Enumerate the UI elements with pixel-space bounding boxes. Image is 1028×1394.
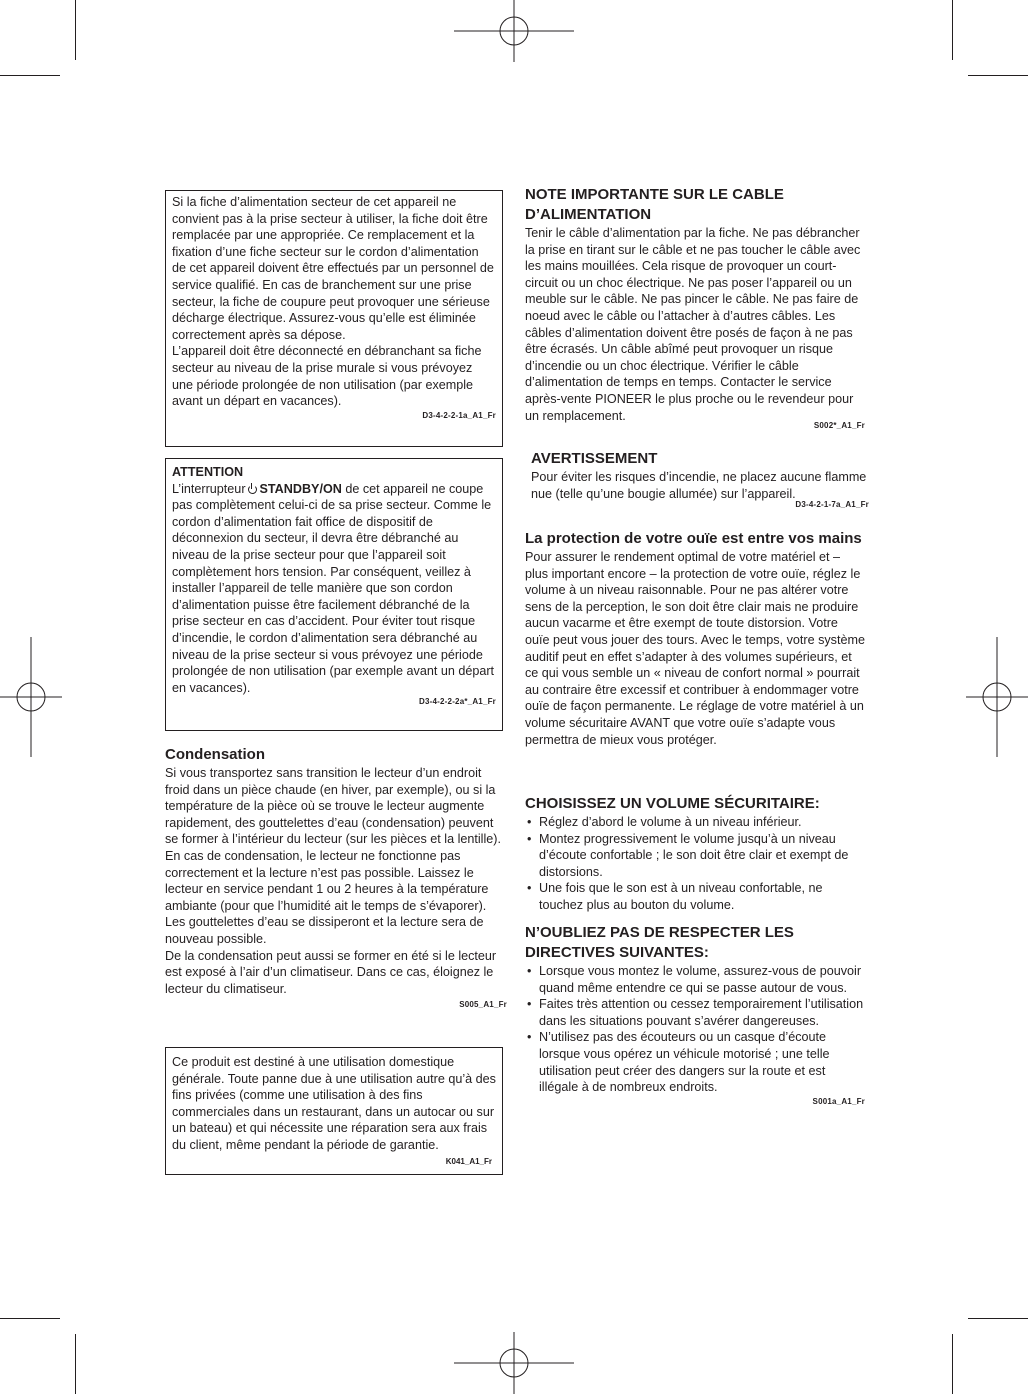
warning-text: Pour éviter les risques d’incendie, ne placez aucune flamme nue (telle qu’une bougie allumée) sur l’appareil. <box>531 470 867 501</box>
condensation-heading: Condensation <box>165 746 265 763</box>
registration-mark-left <box>0 637 62 757</box>
condensation-section <box>165 745 507 1010</box>
reference-code: K041_A1_Fr <box>445 1157 492 1166</box>
power-plug-notice-box <box>165 190 503 447</box>
registration-mark-bottom <box>454 1332 574 1394</box>
reference-code: S002*_A1_Fr <box>813 421 865 431</box>
reference-code: D3-4-2-2-2a*_A1_Fr <box>419 697 496 707</box>
disconnect-notice-text: L’appareil doit être déconnecté en débranchant sa fiche secteur au niveau de la prise murale si vous prévoyez une période prolongée de non utilisation (par exemple avant un départ en vacances). <box>172 344 482 409</box>
directives-list <box>525 963 865 1096</box>
safe-volume-section <box>525 794 865 914</box>
power-icon <box>248 485 257 494</box>
list-item: • Montez progressivement le volume jusqu’à un niveau d’écoute confortable ; le son doit être clair et exempt de distorsions. <box>527 831 849 879</box>
hearing-text: Pour assurer le rendement optimal de votre matériel et – plus important encore – la protection de votre ouïe, réglez le volume à un niveau raisonnable. Pour ne pas altérer votre sens de la perception, le son doit être clair mais ne produire aucun vacarme et être exempt de toute distorsion. Votre ouïe peut vous jouer des tours. Avec le temps, votre système auditif peut en effet s’adapter à des volumes supérieurs, et ce qui vous semble un « niveau de confort normal » pourrait au contraire être excessif et contribuer à endommager votre ouïe de façon permanente. Le réglage de votre matériel à un volume sécuritaire AVANT que votre ouïe s’adapte vous permettra de mieux vous protéger. <box>525 550 865 747</box>
warning-section <box>531 449 869 510</box>
hearing-heading: La protection de votre ouïe est entre vos mains <box>525 530 862 547</box>
hearing-protection-section <box>525 529 865 748</box>
standby-label: STANDBY/ON <box>259 481 342 496</box>
list-item: • Une fois que le son est à un niveau confortable, ne touchez plus au bouton du volume. <box>527 881 823 912</box>
attention-box <box>165 458 503 731</box>
directives-heading: N’OUBLIEZ PAS DE RESPECTER LES DIRECTIVES SUIVANTES: <box>525 924 794 961</box>
directives-section <box>525 923 865 1107</box>
reference-code: D3-4-2-2-1a_A1_Fr <box>422 410 496 420</box>
attention-text: L’interrupteur STANDBY/ON de cet appareil ne coupe pas complètement celui-ci de sa prise secteur. Comme le cordon d’alimentation fait office de dispositif de déconnexion du secteur, il devra être débranché au niveau de la prise secteur pour que l’appareil soit complètement hors tension. Par conséquent, veillez à installer l’appareil de telle manière que son cordon d’alimentation puisse être facilement débranché de la prise secteur en cas d’accident. Pour éviter tout risque d’incendie, le cordon d’alimentation sera débranché au niveau de la prise secteur si vous prévoyez une période prolongée de non utilisation (par exemple avant un départ en vacances). <box>172 481 495 695</box>
list-item: • Lorsque vous montez le volume, assurez-vous de pouvoir quand même entendre ce qui se passe autour de vous. <box>527 964 862 995</box>
list-item: • Faites très attention ou cessez temporairement l’utilisation dans les situations pouvant s’avérer dangereuses. <box>527 997 864 1028</box>
warranty-box <box>165 1047 503 1175</box>
list-item: • Réglez d’abord le volume à un niveau inférieur. <box>527 815 802 829</box>
condensation-text-summer: De la condensation peut aussi se former en été si le lecteur est exposé à l’air d’un climatiseur. Dans ce cas, éloignez le lecteur du climatiseur. <box>165 948 497 996</box>
reference-code: D3-4-2-1-7a_A1_Fr <box>795 500 869 510</box>
power-cable-section <box>525 185 865 431</box>
attention-heading: ATTENTION <box>172 465 244 479</box>
power-plug-notice-text: Si la fiche d’alimentation secteur de cet appareil ne convient pas à la prise secteur à utiliser, la fiche doit être remplacée par une appropriée. Ce remplacement et la fixation d’une fiche secteur sur le cordon d’alimentation de cet appareil doivent être effectués par un personnel de service qualifié. En cas de branchement sur une prise secteur, la fiche de coupure peut provoquer une sérieuse décharge électrique. Assurez-vous qu’elle est éliminée correctement après sa dépose. <box>172 195 494 342</box>
reference-code: S005_A1_Fr <box>459 1000 507 1010</box>
list-item: • N’utilisez pas des écouteurs ou un casque d’écoute lorsque vous opérez un véhicule motorisé ; une telle utilisation peut créer des dangers sur la route et est illégale à de nombreux endroits. <box>527 1030 830 1095</box>
warranty-text: Ce produit est destiné à une utilisation domestique générale. Toute panne due à une utilisation autre qu’à des fins privées (comme une utilisation à des fins commerciales dans un restaurant, dans un autocar ou sur un bateau) et qui nécessite une réparation sera aux frais du client, même pendant la période de garantie. <box>172 1055 496 1152</box>
reference-code: S001a_A1_Fr <box>812 1096 865 1106</box>
safe-volume-list <box>525 814 865 914</box>
safe-volume-heading: CHOISISSEZ UN VOLUME SÉCURITAIRE: <box>525 795 820 812</box>
power-cable-heading: NOTE IMPORTANTE SUR LE CABLE D’ALIMENTATION <box>525 186 784 223</box>
condensation-text: Si vous transportez sans transition le lecteur d’un endroit froid dans un pièce chaude (en hiver, par exemple), ou si la température de la pièce où se trouve le lecteur augmente rapidement, des gouttelettes d’eau (condensation) peuvent se former à l’intérieur du lecteur (sur les pièces et la lentille). En cas de condensation, le lecteur ne fonctionne pas correctement et la lecture n’est pas possible. Laissez le lecteur en service pendant 1 ou 2 heures à la température ambiante (pour que l’humidité ait le temps de s’évaporer). Les gouttelettes d’eau se dissiperont et la lecture sera de nouveau possible. <box>165 766 501 946</box>
registration-mark-top <box>454 0 574 62</box>
power-cable-text: Tenir le câble d’alimentation par la fiche. Ne pas débrancher la prise en tirant sur le câble et ne pas toucher le câble avec les mains mouillées. Cela risque de provoquer un court-circuit ou un choc électrique. Ne pas poser l’appareil ou un meuble sur le câble. Ne pas pincer le câble. Ne pas faire de noeud avec le câble ou l’attacher à d’autres câbles. Les câbles d’alimentation doivent être posés de façon à ne pas être écrasés. Un câble abîmé peut provoquer un risque d’incendie ou un choc électrique. Vérifier le câble d’alimentation de temps en temps. Contacter le service après-vente PIONEER le plus proche ou le revendeur pour un remplacement. <box>525 226 861 423</box>
warning-heading: AVERTISSEMENT <box>531 450 658 467</box>
registration-mark-right <box>966 637 1028 757</box>
